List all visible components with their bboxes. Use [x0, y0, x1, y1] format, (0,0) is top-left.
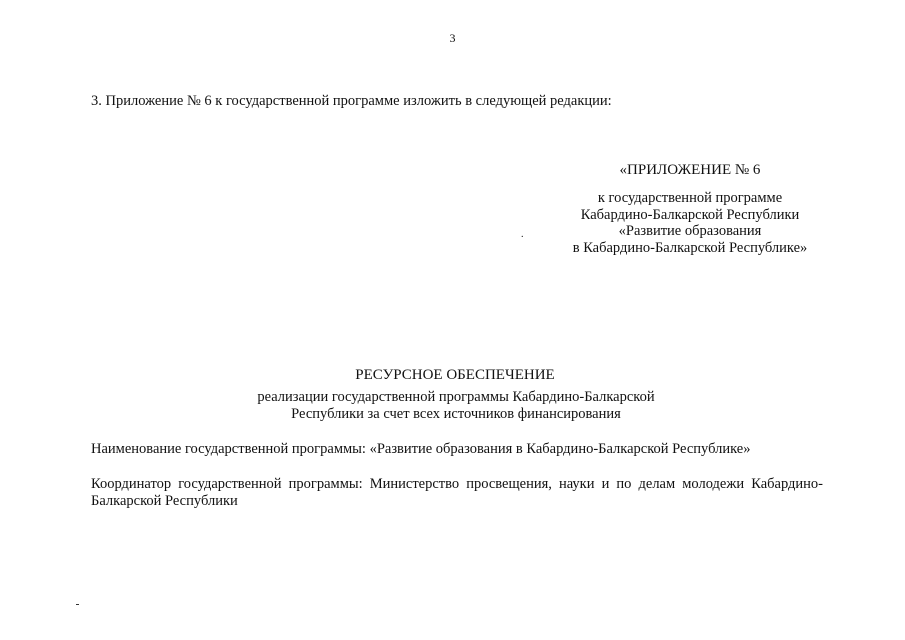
appendix-line: «Развитие образования — [618, 223, 762, 239]
appendix-line: к государственной программе — [597, 190, 783, 206]
amendment-instruction: 3. Приложение № 6 к государственной программе изложить в следующей редакции: — [91, 93, 612, 109]
program-name: Наименование государственной программы: «Развитие образования в Кабардино-Балкарской Республике» — [91, 441, 751, 457]
subtitle-line: Республики за счет всех источников финансирования — [291, 405, 621, 422]
subtitle-line: реализации государственной программы Кабардино-Балкарской — [257, 389, 655, 405]
scan-speck: . — [521, 229, 524, 240]
program-coordinator: Координатор государственной программы: Министерство просвещения, науки и по делам молодежи Кабардино-Балкарской Республики — [91, 476, 823, 509]
appendix-header — [560, 162, 820, 256]
scan-mark — [76, 604, 79, 605]
page-number: 3 — [449, 31, 456, 45]
appendix-line: в Кабардино-Балкарской Республике» — [572, 239, 808, 256]
appendix-line: Кабардино-Балкарской Республики — [580, 206, 800, 223]
section-subtitle — [0, 389, 905, 422]
section-title: РЕСУРСНОЕ ОБЕСПЕЧЕНИЕ — [355, 367, 555, 383]
appendix-title: «ПРИЛОЖЕНИЕ № 6 — [619, 162, 761, 178]
